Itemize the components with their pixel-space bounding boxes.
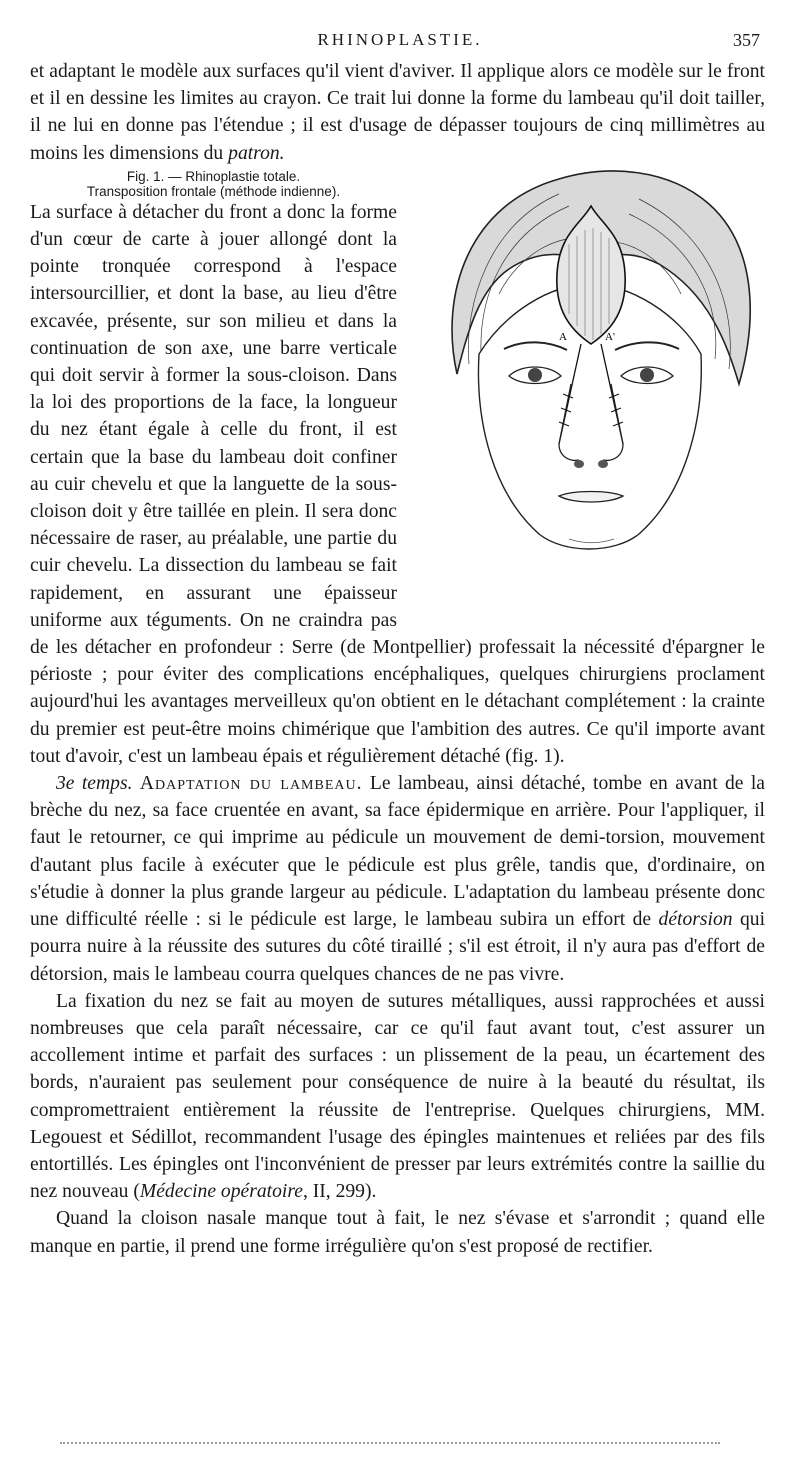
paragraph-3-italic: Médecine opératoire [139, 1181, 303, 1203]
paragraph-3 [30, 988, 765, 1206]
paragraph-2-lead: 3e temps. [56, 773, 133, 795]
figure-1 [409, 144, 771, 630]
caption-line-2: Transposition frontale (méthode indienne). [86, 183, 341, 199]
footer-rule [60, 1442, 720, 1444]
label-a-prime: A' [605, 330, 615, 343]
paragraph-1-text: et adaptant le modèle aux surfaces qu'il vient d'aviver. Il applique alors ce modèle sur le front et il en dessine les limites au crayon. Ce trait lui donne la forme du lambeau qu'il doit tailler, il ne lui en donne pas l'étendue ; il est d'usage de dépasser toujours de cinq millimètres au moins les dimensions du [30, 61, 765, 164]
paragraph-2-italic: détorsion [658, 909, 733, 931]
paragraph-2-text: Le lambeau, ainsi détaché, tombe en avant de la brèche du nez, sa face cruentée en avant, sa face épidermique en arrière. Pour l'appliquer, il faut le retourner, ce qui imprime au pédicule un mouvement de demi-torsion, mouvement d'autant plus facile à exécuter que le pédicule est plus grêle, tandis que, d'ordinaire, on s'étudie à donner la plus grande largeur au pédicule. L'adaptation du lambeau présente donc une difficulté réelle : si le pédicule est large, le lambeau subira un effort de [30, 773, 766, 931]
face-engraving [409, 144, 771, 584]
running-title: RHINOPLASTIE. [317, 30, 483, 49]
left-nostril [574, 460, 584, 468]
paragraph-1-continuation: La surface à détacher du front a donc la forme d'un cœur de carte à jouer allongé dont la pointe tronquée correspond à l'espace intersourcillier, et dont la base, au lieu d'être excavée, présente, sur son milieu et dans la continuation de son axe, une barre verticale qui doit servir à former la sous-cloison. Dans la loi des proportions de la face, la longueur du nez étant égale à celle du front, il est certain que la base du lambeau doit confiner au cuir chevelu et que la languette de la sous-cloison doit y être taillée en plein. Il sera donc nécessaire de raser, au préalable, une partie du cuir chevelu. La dissection du lambeau se fait rapidement, en assurant une épaisseur uniforme aux téguments. On ne craindra pas de les détacher en profondeur : Serre (de Montpellier) professait la nécessité d'épargner le périoste ; pour éviter des complications encéphaliques, quelques chirurgiens proclament aujourd'hui les avantages merveilleux qu'on obtient en le détachant complétement : la crainte du premier est peut-être moins chimérique que l'ambition des autres. Ce qu'il importe avant tout d'avoir, c'est un lambeau épais et régulièrement détaché (fig. 1). [30, 201, 765, 767]
main-text [30, 58, 765, 1260]
paragraph-2-rest: qui pourra nuire à la réussite des sutures du côté tiraillé ; s'il est étroit, il n'y aura pas d'effort de détorsion, mais le lambeau courra quelques chances de ne pas vivre. [30, 909, 766, 985]
paragraph-2 [30, 770, 765, 988]
paragraph-1-italic: patron. [228, 142, 285, 164]
caption-line-1: Fig. 1. — Rhinoplastie totale. [126, 168, 301, 184]
paragraph-3-rest: , II, 299). [302, 1181, 377, 1203]
section-heading: Adaptation du lambeau. [139, 773, 363, 795]
paragraph-3-text: La fixation du nez se fait au moyen de sutures métalliques, aussi rapprochées et aussi nombreuses que cela paraît nécessaire, car ce qu'il faut avant tout, c'est assurer un accollement intime et parfait des surfaces : un plissement de la peau, un écartement des bords, n'auraient pas seulement pour conséquence de nuire à la beauté du résultat, ils compromettraient entièrement la réussite de l'entreprise. Quelques chirurgiens, MM. Legouest et Sédillot, recommandent l'usage des épingles maintenues et reliées par des fils entortillés. Les épingles ont l'inconvénient de presser par leurs extrémités contre la saillie du nez nouveau ( [30, 990, 765, 1203]
page-number: 357 [733, 30, 760, 50]
right-nostril [598, 460, 608, 468]
paragraph-4 [30, 1205, 765, 1259]
paragraph-4-text: Quand la cloison nasale manque tout à fait, le nez s'évase et s'arrondit ; quand elle manque en partie, il prend une forme irrégulière qu'on s'est proposé de rectifier. [30, 1208, 765, 1257]
label-a: A [559, 330, 567, 343]
running-head [30, 30, 770, 54]
